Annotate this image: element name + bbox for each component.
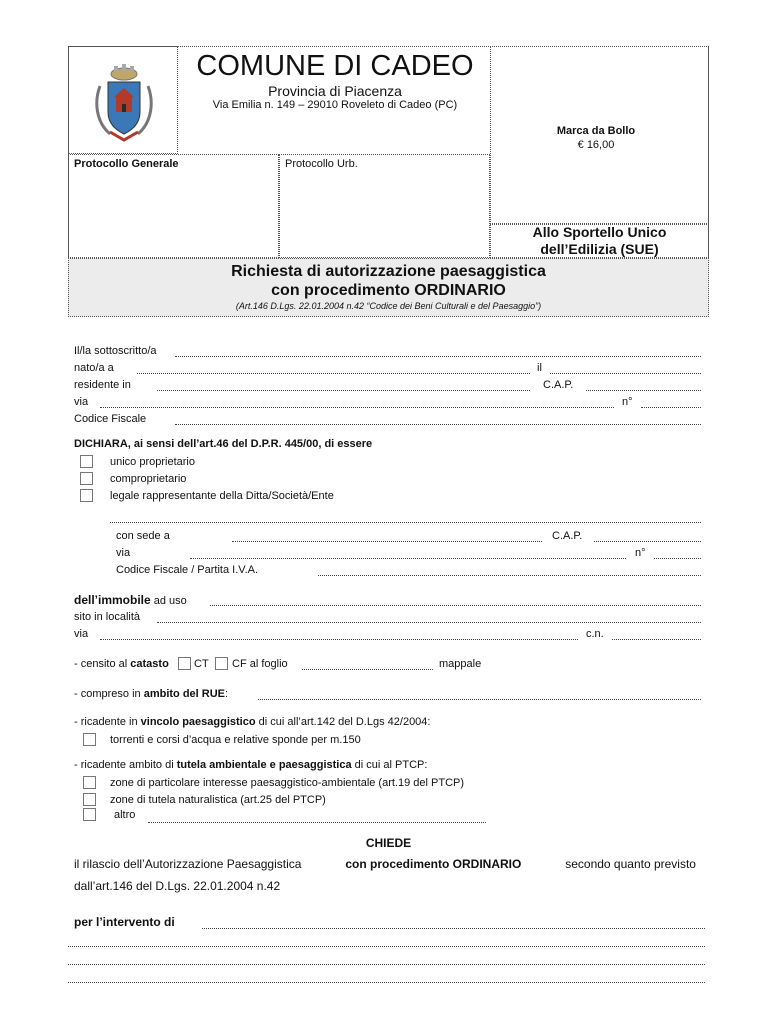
ask-paragraph-line2: dall’art.146 del D.Lgs. 22.01.2004 n.42: [74, 879, 281, 893]
parcel-label: mappale: [439, 658, 482, 670]
resident-label: residente in: [74, 379, 131, 391]
zone-art25-checkbox[interactable]: [83, 793, 96, 806]
request-title-2: con procedimento ORDINARIO: [271, 282, 506, 299]
born-label: nato/a a: [74, 362, 114, 374]
other-label: altro: [114, 809, 136, 821]
ptcp-label: [74, 759, 427, 771]
tax-code-label: Codice Fiscale: [74, 413, 147, 425]
other-checkbox[interactable]: [83, 808, 96, 821]
address-label: Via Emilia n. 149 – 29010 Roveleto di Cadeo (PC): [212, 99, 458, 111]
property-use-field[interactable]: [210, 605, 701, 606]
company-cap-label: C.A.P.: [552, 530, 583, 542]
request-title-1: Richiesta di autorizzazione paesaggistica: [231, 263, 546, 280]
ask-text-a: il rilascio dell’Autorizzazione Paesaggistica: [74, 857, 302, 871]
residence-field[interactable]: [157, 390, 530, 391]
rue-prefix: - compreso in: [74, 688, 141, 700]
co-owner-checkbox[interactable]: [80, 472, 93, 485]
constraint-label: [74, 716, 430, 728]
ask-text-c: secondo quanto previsto: [565, 857, 696, 871]
company-seat-label: con sede a: [116, 530, 170, 542]
company-vat-field[interactable]: [318, 575, 701, 576]
declare-heading: DICHIARA, ai sensi dell’art.46 del D.P.R. 445/00, di essere: [74, 438, 373, 450]
cf-label: CF al foglio: [232, 658, 288, 670]
location-label: sito in località: [74, 611, 141, 623]
birthplace-field[interactable]: [137, 373, 530, 374]
sheet-field[interactable]: [302, 669, 433, 670]
cadastre-prefix: - censito al: [74, 658, 128, 670]
protocol-general-label: Protocollo Generale: [74, 158, 179, 170]
rue-bold: ambito del RUE: [143, 688, 225, 700]
owner-label: unico proprietario: [110, 456, 195, 468]
owner-checkbox[interactable]: [80, 455, 93, 468]
ptcp-suffix: di cui al PTCP:: [354, 759, 428, 771]
signer-label: Il/la sottoscritto/a: [74, 345, 157, 357]
other-field[interactable]: [148, 822, 486, 823]
location-field[interactable]: [157, 622, 701, 623]
property-street-field[interactable]: [100, 639, 578, 640]
rue-field[interactable]: [258, 699, 701, 700]
stamp-title: Marca da Bollo: [556, 125, 636, 137]
street-field[interactable]: [100, 407, 614, 408]
number-field[interactable]: [641, 407, 701, 408]
cap-field[interactable]: [586, 390, 701, 391]
cadastre-label: [74, 658, 169, 670]
ptcp-prefix: - ricadente ambito di: [74, 759, 174, 771]
property-use-label: ad uso: [153, 595, 187, 607]
co-owner-label: comproprietario: [110, 473, 187, 485]
cap-label: C.A.P.: [543, 379, 574, 391]
ptcp-bold: tutela ambientale e paesaggistica: [176, 759, 352, 771]
company-number-field[interactable]: [654, 558, 701, 559]
property-heading-bold: dell’immobile: [74, 593, 151, 607]
province-label: Provincia di Piacenza: [268, 83, 402, 99]
rivers-label: torrenti e corsi d’acqua e relative sponde per m.150: [110, 734, 361, 746]
constraint-prefix: - ricadente in: [74, 716, 138, 728]
cf-checkbox[interactable]: [215, 657, 228, 670]
company-number-label: n°: [635, 547, 646, 559]
cadastre-bold: catasto: [130, 658, 169, 670]
intervention-label: per l’intervento di: [74, 915, 175, 929]
company-cap-field[interactable]: [594, 541, 701, 542]
zone-art19-checkbox[interactable]: [83, 776, 96, 789]
protocol-urb-label: Protocollo Urb.: [285, 158, 358, 170]
legal-rep-label: legale rappresentante della Ditta/Società/Ente: [110, 490, 334, 502]
civic-field[interactable]: [612, 639, 701, 640]
constraint-bold: vincolo paesaggistico: [140, 716, 256, 728]
zone-art25-label: zone di tutela naturalistica (art.25 del PTCP): [110, 794, 326, 806]
coat-of-arms-icon: [92, 62, 156, 144]
property-heading: [74, 593, 187, 607]
legal-rep-checkbox[interactable]: [80, 489, 93, 502]
ct-label: CT: [194, 658, 209, 670]
comune-title: COMUNE DI CADEO: [196, 50, 474, 82]
constraint-suffix: di cui all’art.142 del D.Lgs 42/2004:: [258, 716, 431, 728]
tax-code-field[interactable]: [175, 424, 701, 425]
intervention-field-4[interactable]: [68, 982, 705, 983]
rue-suffix: :: [225, 688, 229, 700]
ask-heading: CHIEDE: [365, 836, 412, 850]
birthdate-label: il: [537, 362, 542, 374]
intervention-field-3[interactable]: [68, 964, 705, 965]
street-label: via: [74, 396, 89, 408]
intervention-field-2[interactable]: [68, 946, 705, 947]
request-ref: (Art.146 D.Lgs. 22.01.2004 n.42 “Codice dei Beni Culturali e del Paesaggio”): [235, 301, 542, 311]
birthdate-field[interactable]: [550, 373, 701, 374]
rivers-checkbox[interactable]: [83, 733, 96, 746]
company-street-label: via: [116, 547, 131, 559]
office-line-1: Allo Sportello Unico: [532, 224, 667, 240]
company-vat-label: Codice Fiscale / Partita I.V.A.: [116, 564, 259, 576]
intervention-field-1[interactable]: [202, 928, 705, 929]
company-name-field[interactable]: [110, 522, 701, 523]
civic-label: c.n.: [586, 628, 604, 640]
ask-text-b: con procedimento ORDINARIO: [345, 857, 522, 871]
number-label: n°: [622, 396, 633, 408]
stamp-value: € 16,00: [577, 139, 615, 151]
office-line-2: dell’Edilizia (SUE): [540, 241, 659, 257]
property-street-label: via: [74, 628, 89, 640]
rue-label: [74, 688, 228, 700]
company-seat-field[interactable]: [232, 541, 542, 542]
company-street-field[interactable]: [190, 558, 626, 559]
ask-paragraph-line1: [74, 857, 696, 871]
zone-art19-label: zone di particolare interesse paesaggistico-ambientale (art.19 del PTCP): [110, 777, 465, 789]
ct-checkbox[interactable]: [178, 657, 191, 670]
signer-field[interactable]: [175, 356, 701, 357]
